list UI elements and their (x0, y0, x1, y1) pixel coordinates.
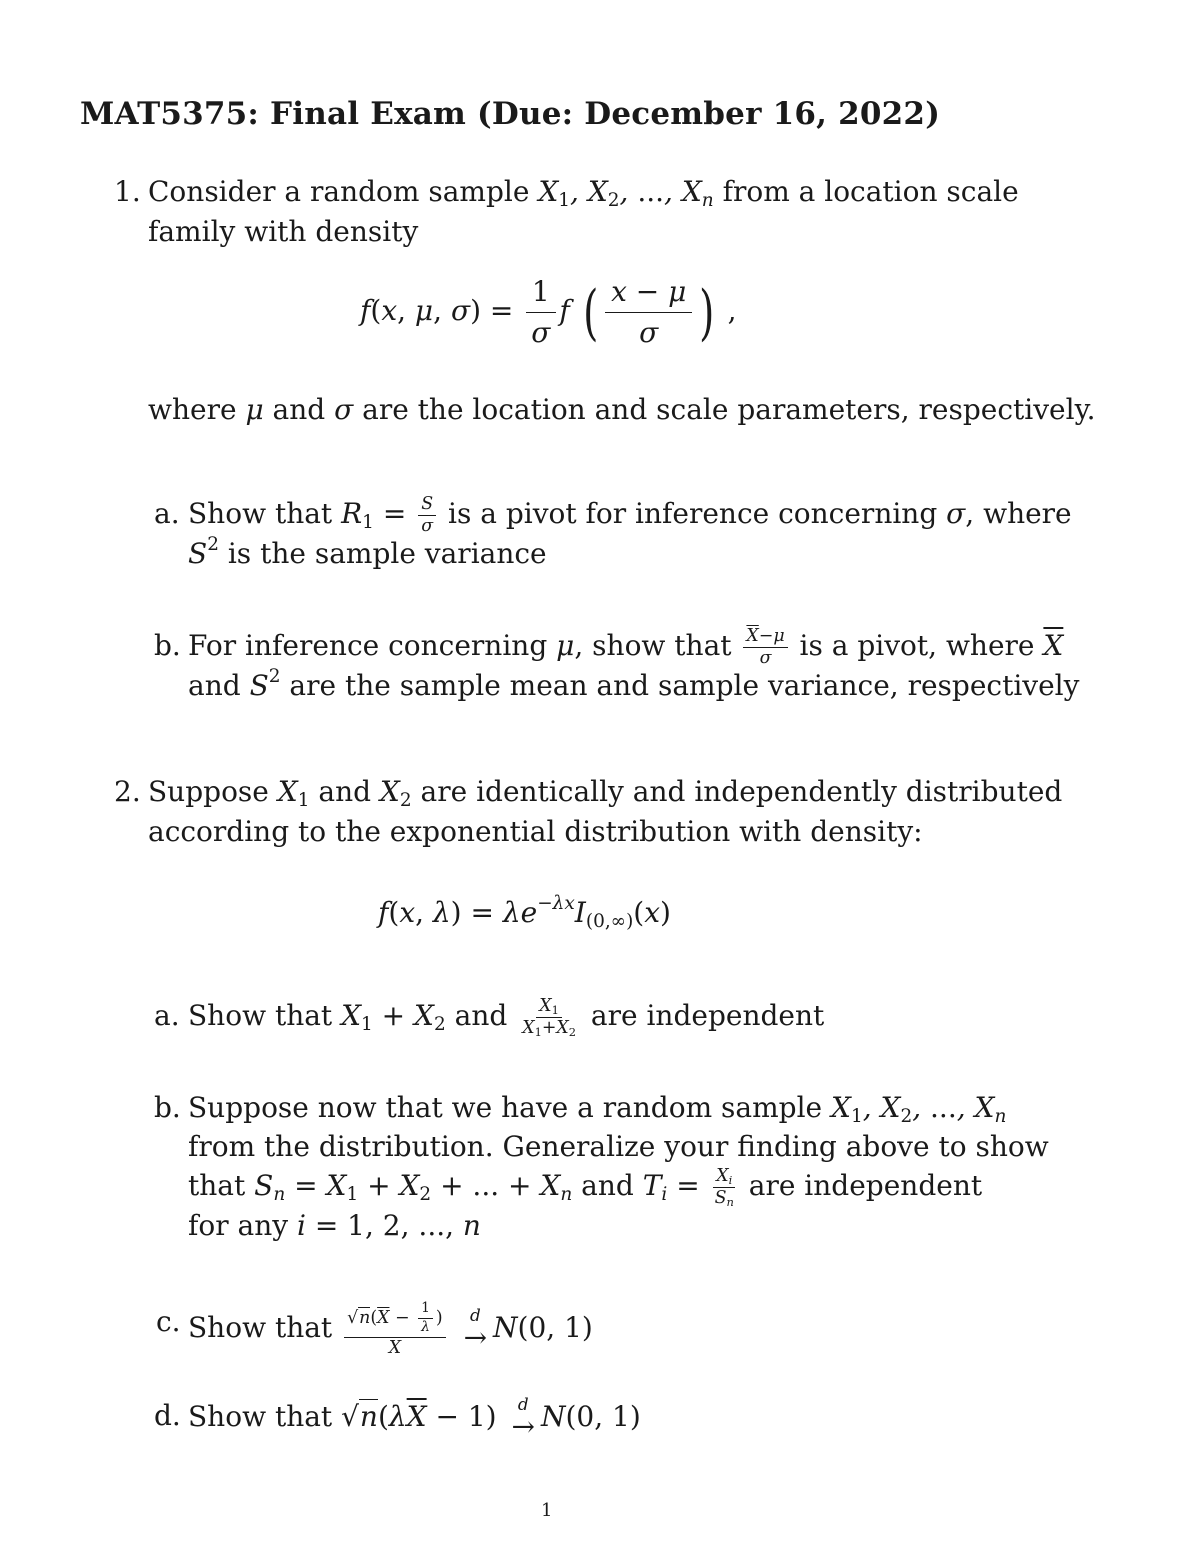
question-1a-line2: $S^2$ is the sample variance (188, 534, 547, 570)
equation-location-scale-density: f(x, μ, σ) = $\frac{1}{\sigma}$ f ( $\frac{x - \mu}{\sigma}$ ) , (360, 275, 737, 349)
question-1b-line1: For inference concerning μ, show that $\frac{\overline{X}-\mu}{\sigma}$ is a pivot, where $\overline{X}$ (188, 625, 1064, 668)
question-1-intro-line1: Consider a random sample $X_1$, $X_2$, ..., $X_n$ from a location scale (148, 175, 1019, 212)
question-2b-line3: that $S_n = X_1 + X_2$ + ... + $X_n$ and $T_i$ = $\frac{X_i}{S_n}$ are independent (188, 1165, 983, 1210)
question-2b-line1: Suppose now that we have a random sample $X_1$, $X_2$, ..., $X_n$ (188, 1091, 1007, 1128)
question-1-number: 1. (114, 175, 141, 208)
question-2d-label: d. (154, 1399, 181, 1432)
question-1a-line1: Show that $R_1$ = $\frac{S}{\sigma}$ is a pivot for inference concerning σ, where (188, 493, 1072, 536)
question-2a-line: Show that $X_1 + X_2$ and $\frac{X_1}{X_1+X_2}$ are independent (188, 995, 825, 1040)
question-1b-line2: and $S^2$ are the sample mean and sample variance, respectively (188, 666, 1080, 702)
question-2a-label: a. (154, 999, 180, 1032)
question-2c-line: Show that $√n(\overline{X}$ − $\frac{1}{\lambda}$ ) X d → N(0, 1) (188, 1300, 593, 1358)
question-1b-label: b. (154, 629, 181, 662)
question-1-intro-line2: family with density (148, 215, 419, 248)
page-title: MAT5375: Final Exam (Due: December 16, 2022) (80, 96, 941, 132)
question-2-number: 2. (114, 775, 141, 808)
question-2-intro-line1: Suppose $X_1$ and $X_2$ are identically and independently distributed (148, 775, 1063, 812)
equation-exponential-density: f(x, $\lambda) = \lambda e^{-\lambda x}I_{(0,\infty)}(x)$ (378, 893, 671, 933)
question-1-where-line: where μ and σ are the location and scale parameters, respectively. (148, 393, 1096, 426)
question-1a-label: a. (154, 497, 180, 530)
page-number: 1 (541, 1500, 553, 1521)
question-2b-line2: from the distribution. Generalize your finding above to show (188, 1130, 1049, 1163)
question-2b-label: b. (154, 1091, 181, 1124)
question-2c-label: c. (156, 1305, 181, 1338)
question-2d-line: Show that $√n(\lambda\overline{X} - 1)$ d → N(0, 1) (188, 1394, 641, 1443)
question-2-intro-line2: according to the exponential distribution with density: (148, 815, 923, 848)
question-2b-line4: for any i = 1, 2, ..., n (188, 1209, 481, 1242)
